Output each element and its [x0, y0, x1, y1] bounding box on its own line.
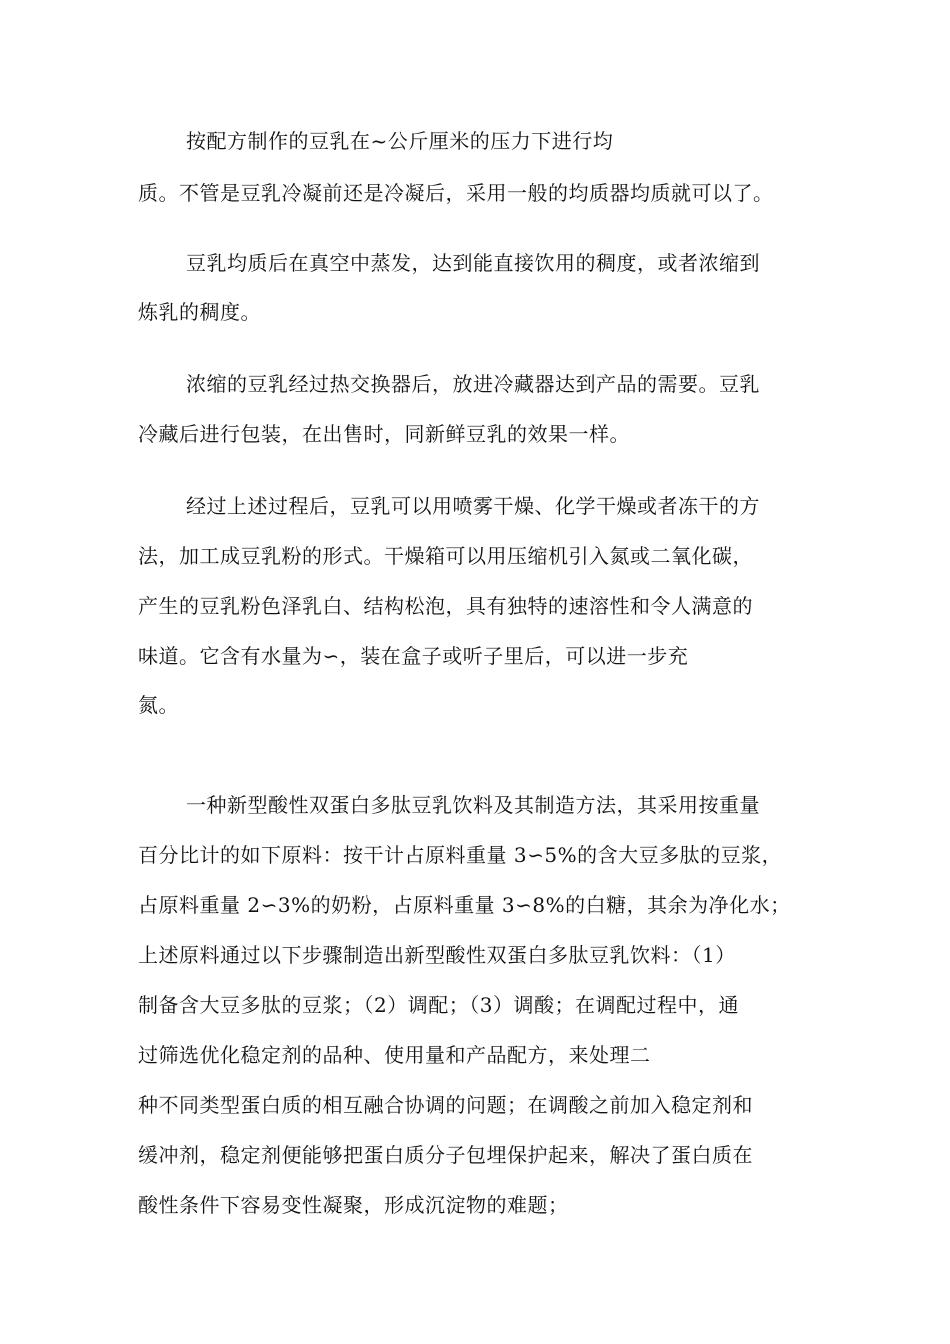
paragraph-1-line-2: 质。不管是豆乳冷凝前还是冷凝后，采用一般的均质器均质就可以了。 [138, 181, 774, 205]
paragraph-3-line-1: 浓缩的豆乳经过热交换器后，放进冷藏器达到产品的需要。豆乳 [186, 372, 760, 396]
paragraph-1-line-1: 按配方制作的豆乳在~公斤厘米的压力下进行均 [186, 129, 614, 153]
paragraph-5-line-1: 一种新型酸性双蛋白多肽豆乳饮料及其制造方法，其采用按重量 [186, 793, 760, 817]
paragraph-2-line-1: 豆乳均质后在真空中蒸发，达到能直接饮用的稠度，或者浓缩到 [186, 251, 760, 275]
paragraph-4-line-3: 产生的豆乳粉色泽乳白、结构松泡，具有独特的速溶性和令人满意的 [138, 594, 753, 618]
paragraph-5-line-9: 酸性条件下容易变性凝聚，形成沉淀物的难题； [138, 1193, 569, 1217]
paragraph-2-line-2: 炼乳的稠度。 [138, 300, 261, 324]
paragraph-3-line-2: 冷藏后进行包装，在出售时，同新鲜豆乳的效果一样。 [138, 422, 630, 446]
paragraph-5-line-7: 种不同类型蛋白质的相互融合协调的问题；在调酸之前加入稳定剂和 [138, 1093, 753, 1117]
paragraph-4-line-4: 味道。它含有水量为∽，装在盒子或听子里后，可以进一步充 [138, 644, 689, 668]
paragraph-5-line-3: 占原料重量 2∽3%的奶粉，占原料重量 3∽8%的白糖，其余为净化水； [138, 893, 791, 917]
paragraph-4-line-5: 氮。 [138, 693, 179, 717]
paragraph-5-line-8: 缓冲剂，稳定剂便能够把蛋白质分子包埋保护起来，解决了蛋白质在 [138, 1143, 753, 1167]
paragraph-4-line-1: 经过上述过程后，豆乳可以用喷雾干燥、化学干燥或者冻干的方 [186, 494, 760, 518]
paragraph-5-line-4: 上述原料通过以下步骤制造出新型酸性双蛋白多肽豆乳饮料：（1） [138, 943, 736, 967]
paragraph-5-line-5: 制备含大豆多肽的豆浆；（2）调配；（3）调酸；在调配过程中，通 [138, 993, 739, 1017]
paragraph-4-line-2: 法，加工成豆乳粉的形式。干燥箱可以用压缩机引入氮或二氧化碳， [138, 544, 753, 568]
paragraph-5-line-6: 过筛选优化稳定剂的品种、使用量和产品配方，来处理二 [138, 1043, 651, 1067]
paragraph-5-line-2: 百分比计的如下原料：按干计占原料重量 3∽5%的含大豆多肽的豆浆， [138, 843, 783, 867]
